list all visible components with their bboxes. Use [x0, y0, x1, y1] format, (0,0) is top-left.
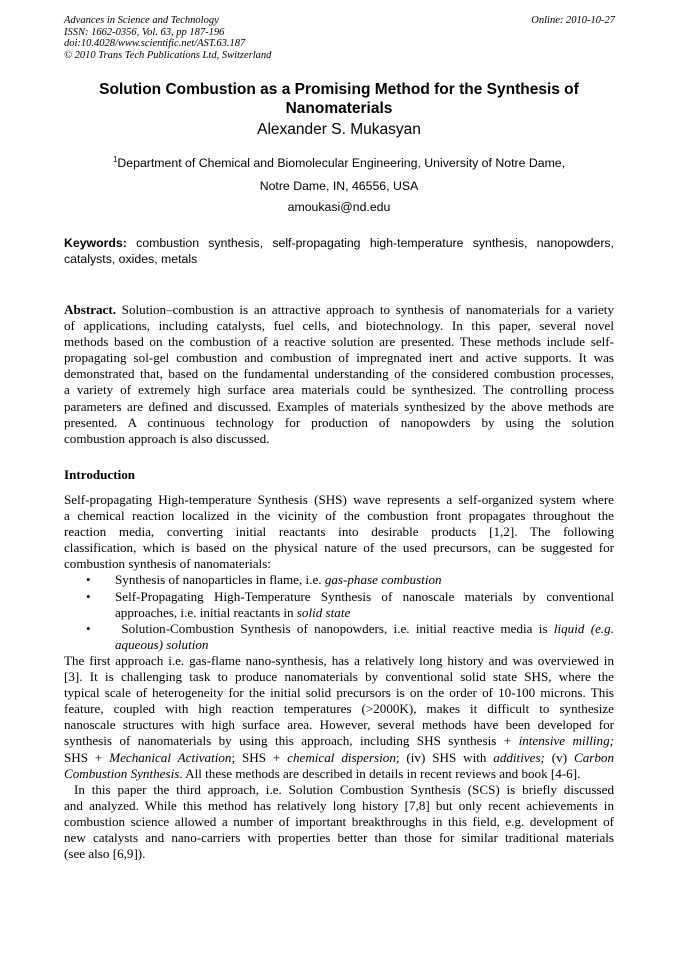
text-line — [115, 637, 614, 653]
affiliation-line: Department of Chemical and Biomolecular Engineering, University of Notre Dame, — [117, 156, 566, 170]
text-line — [64, 302, 614, 318]
text-line — [64, 415, 614, 431]
copyright: © 2010 Trans Tech Publications Ltd, Switzerland — [64, 49, 272, 61]
section-heading-introduction: Introduction — [64, 467, 136, 482]
text-span: typical scale of heterogeneity for the initial solid precursors is on the order of 10-100 microns. This — [64, 685, 614, 701]
bullet-item — [64, 572, 614, 588]
text-line — [64, 334, 614, 350]
text-line — [115, 589, 614, 605]
text-line — [64, 750, 614, 766]
keywords — [64, 235, 614, 267]
text-span: . All these methods are described in details in recent reviews and book [4-6]. — [179, 765, 581, 781]
text-span: reaction media, converting initial reactants into desirable products [1,2]. The following — [64, 524, 614, 540]
text-span: Self-Propagating High-Temperature Synthesis of nanoscale materials by conventional — [115, 588, 614, 604]
online-date: Online: 2010-10-27 — [531, 15, 615, 26]
text-span: In this paper the third approach, i.e. Solution Combustion Synthesis (SCS) is briefly discussed — [74, 781, 614, 797]
bullet-item — [64, 589, 614, 621]
text-line — [64, 685, 614, 701]
affiliation — [0, 155, 678, 170]
text-span: ; (iv) SHS with — [395, 749, 494, 765]
italic-text: gas-phase combustion — [324, 572, 442, 588]
text-span: classification, which is based on the physical nature of the used precursors, can be suggested for — [64, 540, 614, 556]
affiliation-address: Notre Dame, IN, 46556, USA — [259, 179, 419, 193]
title-line: Nanomaterials — [285, 100, 393, 117]
text-span: ; SHS + — [231, 749, 288, 765]
text-span: Solution-Combustion Synthesis of nanopowders, i.e. initial reactive media is — [115, 620, 554, 636]
abstract-label: Abstract. — [64, 302, 116, 317]
italic-text: liquid (e.g. — [553, 620, 614, 636]
text-line — [115, 572, 614, 588]
title-line: Solution Combustion as a Promising Method for the Synthesis of — [99, 81, 579, 98]
author: Alexander S. Mukasyan — [257, 121, 421, 138]
text-line — [64, 540, 614, 556]
text-span: combustion synthesis of nanomaterials: — [64, 556, 271, 572]
text-span: a variety of extremely high surface area materials could be synthesized. The controlling process — [64, 382, 614, 398]
keywords-text: combustion synthesis, self-propagating high-temperature synthesis, nanopowders, — [126, 236, 614, 250]
text-span: Synthesis of nanoparticles in flame, i.e. — [115, 572, 325, 588]
text-line — [64, 653, 614, 669]
text-line — [64, 492, 614, 508]
text-span: parameters are defined and discussed. Examples of materials synthesized by the above methods are — [64, 398, 614, 414]
bullet-icon: • — [86, 620, 91, 636]
introduction-body — [64, 492, 614, 862]
text-span: [3]. It is challenging task to produce nanomaterials by conventional solid state SHS, where the — [64, 669, 614, 685]
italic-text: Mechanical Activation — [109, 749, 232, 765]
text-line — [64, 382, 614, 398]
text-span: SHS + — [64, 749, 110, 765]
author-email[interactable]: amoukasi@nd.edu — [287, 200, 391, 214]
text-span: synthesis of nanomaterials by using this approach, including SHS synthesis + — [64, 733, 519, 749]
text-line — [64, 556, 614, 572]
text-line — [64, 508, 614, 524]
italic-text: Carbon — [573, 749, 614, 765]
bullet-item — [64, 621, 614, 653]
text-line — [64, 318, 614, 334]
text-line — [115, 605, 614, 621]
bullet-icon: • — [86, 588, 91, 604]
text-span: feature, coupled with high reaction temperatures (>2000K), makes it difficult to synthesize — [64, 701, 614, 717]
text-line — [64, 814, 614, 830]
text-span: The first approach i.e. gas-flame nano-synthesis, has a relatively long history and was overviewed in — [64, 652, 614, 668]
text-span: of applications, including catalysts, fuel cells, and biotechnology. In this paper, several novel — [64, 318, 614, 334]
text-line — [64, 782, 614, 798]
text-span: demonstrated that, based on the fundamental understanding of the considered combustion processes, — [64, 366, 614, 382]
italic-text: aqueous) solution — [115, 636, 209, 652]
text-span: a chemical reaction localized in the vicinity of the combustion front propagates throughout the — [64, 508, 614, 524]
text-span: (v) — [544, 749, 574, 765]
journal-name: Advances in Science and Technology — [64, 15, 219, 26]
issn: ISSN: 1662-0356, Vol. 63, pp 187-196 — [64, 26, 225, 38]
text-line — [64, 366, 614, 382]
text-span: presented. A continuous technology for production of nanopowders by using the solution — [64, 414, 614, 430]
text-line — [64, 431, 614, 447]
text-line — [64, 717, 614, 733]
italic-text: solid state — [296, 604, 351, 620]
text-line — [64, 524, 614, 540]
italic-text: additives; — [493, 749, 545, 765]
text-span: Solution–combustion is an attractive approach to synthesis of nanomaterials for a variety — [116, 302, 614, 317]
bullet-icon: • — [86, 572, 91, 588]
journal-header — [64, 15, 271, 61]
text-span: propagating sol-gel combustion and combustion of impregnated inert and active supports. It was — [64, 350, 614, 366]
italic-text: Combustion Synthesis — [64, 765, 180, 781]
doi: doi:10.4028/www.scientific.net/AST.63.187 — [64, 38, 246, 50]
text-line — [64, 733, 614, 749]
text-span: (see also [6,9]). — [64, 846, 146, 862]
text-span: methods based on the combustion of a reactive solution are presented. These methods include self- — [64, 334, 614, 350]
text-span: combustion science allowed a number of important breakthroughs in this field, e.g. development of — [64, 813, 614, 829]
text-span: and analyzed. While this method has relatively long history [7,8] but only recent achievements in — [64, 797, 614, 813]
affiliation-superscript: 1 — [112, 155, 118, 164]
paper-title — [64, 80, 614, 118]
text-line — [64, 669, 614, 685]
italic-text: chemical dispersion — [287, 749, 396, 765]
abstract — [64, 302, 614, 447]
text-line — [64, 798, 614, 814]
text-line — [64, 830, 614, 846]
text-line — [64, 766, 614, 782]
text-line — [64, 701, 614, 717]
text-line — [115, 621, 614, 637]
italic-text: intensive milling; — [518, 733, 614, 749]
keywords-text: catalysts, oxides, metals — [64, 252, 198, 267]
text-line — [64, 350, 614, 366]
text-span: combustion approach is also discussed. — [64, 430, 270, 446]
text-span: nanoscale structures with high surface area. However, several methods have been developed for — [64, 717, 614, 733]
text-span: Self-propagating High-temperature Synthesis (SHS) wave represents a self-organized system where — [64, 492, 614, 507]
keywords-label: Keywords: — [64, 236, 127, 250]
text-span: approaches, i.e. initial reactants in — [115, 604, 297, 620]
text-line — [64, 399, 614, 415]
text-span: new catalysts and nano-carriers with properties better than those for similar traditional materials — [64, 829, 614, 845]
text-line — [64, 846, 614, 862]
